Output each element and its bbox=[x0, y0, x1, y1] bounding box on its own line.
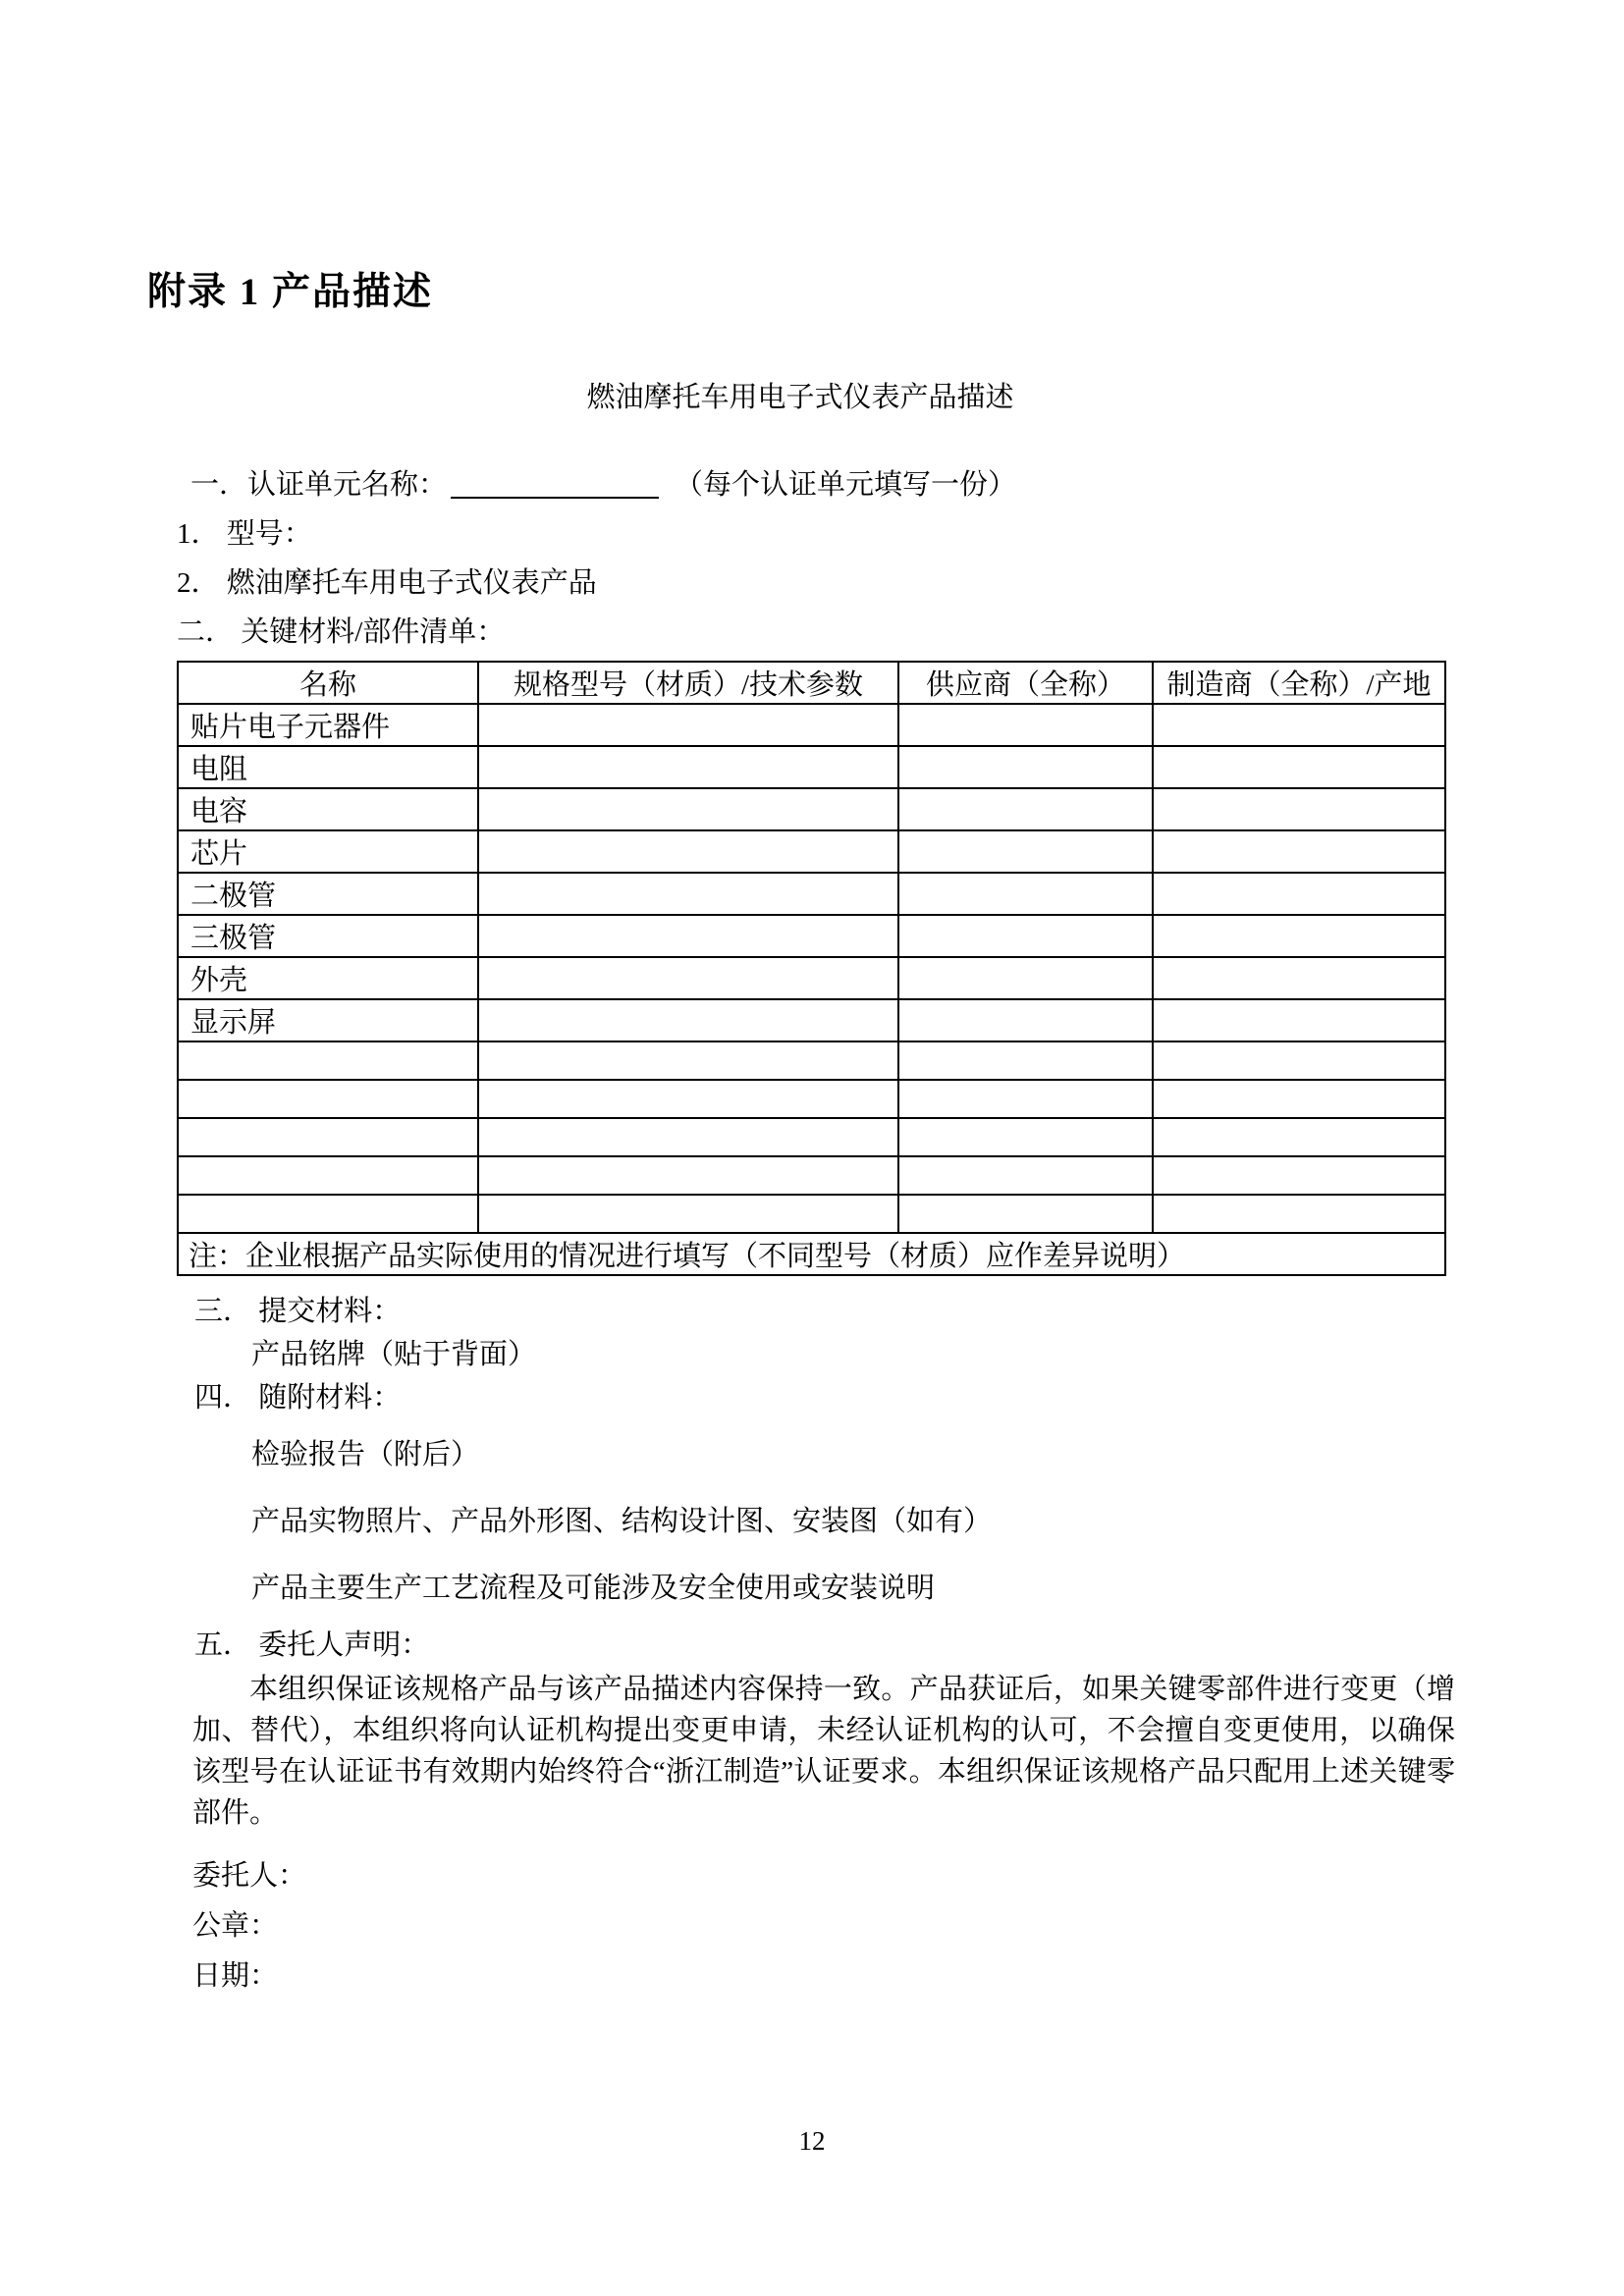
table-cell bbox=[178, 1118, 478, 1156]
table-cell bbox=[478, 873, 898, 915]
declaration-paragraph: 本组织保证该规格产品与该产品描述内容保持一致。产品获证后，如果关键零部件进行变更（增加、替代），本组织将向认证机构提出变更申请，未经认证机构的认可，不会擅自变更使用，以确保该型号在认证证书有效期内始终符合“浙江制造”认证要求。本组织保证该规格产品只配用上述关键零部件。 bbox=[192, 1674, 1455, 1829]
table-cell bbox=[1153, 999, 1445, 1041]
table-cell bbox=[898, 873, 1153, 915]
table-cell: 二极管 bbox=[178, 873, 478, 915]
page-content bbox=[147, 0, 1453, 2002]
table-cell bbox=[1153, 1195, 1445, 1233]
table-cell: 三极管 bbox=[178, 915, 478, 957]
table-cell bbox=[898, 999, 1153, 1041]
table-note: 注：企业根据产品实际使用的情况进行填写（不同型号（材质）应作差异说明） bbox=[178, 1233, 1445, 1275]
table-row bbox=[178, 1156, 1445, 1195]
table-header-row bbox=[178, 662, 1445, 704]
list-item-product: 2． 燃油摩托车用电子式仪表产品 bbox=[177, 567, 597, 599]
signature-block bbox=[147, 1851, 1453, 2002]
col-header-manufacturer: 制造商（全称）/产地 bbox=[1153, 662, 1445, 704]
signer-label: 委托人： bbox=[192, 1860, 307, 1892]
table-row bbox=[178, 746, 1445, 788]
table-cell bbox=[1153, 830, 1445, 873]
table-cell bbox=[898, 1118, 1153, 1156]
table-cell bbox=[1153, 957, 1445, 999]
lower-sections bbox=[147, 1290, 1453, 2002]
key-materials-table bbox=[177, 661, 1446, 1276]
page-number: 12 bbox=[798, 2126, 826, 2156]
col-header-name: 名称 bbox=[178, 662, 478, 704]
item-label: 认证单元名称： bbox=[247, 469, 448, 501]
table-note-row bbox=[178, 1233, 1445, 1275]
table-cell bbox=[898, 1080, 1153, 1118]
table-cell bbox=[478, 788, 898, 830]
table-cell bbox=[478, 1118, 898, 1156]
list-item-key-materials: 二． 关键材料/部件清单： bbox=[177, 616, 506, 648]
table-row bbox=[178, 873, 1445, 915]
table-cell: 电容 bbox=[178, 788, 478, 830]
accompanying-item-inspection-report: 检验报告（附后） bbox=[251, 1439, 480, 1470]
table-cell bbox=[478, 1195, 898, 1233]
table-cell bbox=[1153, 788, 1445, 830]
table-cell bbox=[478, 704, 898, 746]
table-cell bbox=[478, 1041, 898, 1080]
section-declaration-heading: 五． 委托人声明： bbox=[194, 1629, 430, 1661]
table-cell bbox=[1153, 704, 1445, 746]
seal-label: 公章： bbox=[192, 1910, 279, 1942]
table-cell bbox=[178, 1080, 478, 1118]
list-item-model: 1． 型号： bbox=[177, 518, 312, 550]
table-cell bbox=[178, 1156, 478, 1195]
table-cell: 芯片 bbox=[178, 830, 478, 873]
table-cell: 电阻 bbox=[178, 746, 478, 788]
table-cell bbox=[478, 999, 898, 1041]
table-row bbox=[178, 1041, 1445, 1080]
table-cell bbox=[478, 746, 898, 788]
date-label: 日期： bbox=[192, 1960, 279, 1992]
table-cell bbox=[1153, 1118, 1445, 1156]
table-cell bbox=[478, 915, 898, 957]
table-row bbox=[178, 788, 1445, 830]
table-row bbox=[178, 957, 1445, 999]
table-cell bbox=[898, 1195, 1153, 1233]
col-header-supplier: 供应商（全称） bbox=[898, 662, 1153, 704]
section-submitted-materials-item: 产品铭牌（贴于背面） bbox=[251, 1339, 537, 1370]
unit-name-blank bbox=[451, 469, 659, 499]
table-cell bbox=[898, 746, 1153, 788]
table-cell bbox=[898, 704, 1153, 746]
table-cell: 外壳 bbox=[178, 957, 478, 999]
table-row bbox=[178, 1080, 1445, 1118]
table-cell bbox=[178, 1041, 478, 1080]
table-row bbox=[178, 830, 1445, 873]
table-cell bbox=[1153, 915, 1445, 957]
table-row bbox=[178, 915, 1445, 957]
table-cell bbox=[1153, 873, 1445, 915]
table-cell bbox=[898, 1041, 1153, 1080]
table-row bbox=[178, 1118, 1445, 1156]
table-row bbox=[178, 704, 1445, 746]
col-header-spec: 规格型号（材质）/技术参数 bbox=[478, 662, 898, 704]
table-cell bbox=[898, 957, 1153, 999]
table-cell bbox=[898, 915, 1153, 957]
table-cell bbox=[1153, 1156, 1445, 1195]
table-cell bbox=[1153, 1041, 1445, 1080]
product-description-subtitle: 燃油摩托车用电子式仪表产品描述 bbox=[586, 382, 1014, 413]
table-cell bbox=[1153, 746, 1445, 788]
table-cell bbox=[898, 788, 1153, 830]
table-cell bbox=[898, 1156, 1153, 1195]
table-cell: 显示屏 bbox=[178, 999, 478, 1041]
item-number: 一． bbox=[190, 469, 248, 501]
list-item-certification-unit bbox=[190, 460, 1453, 509]
table-cell bbox=[898, 830, 1153, 873]
accompanying-item-photos-drawings: 产品实物照片、产品外形图、结构设计图、安装图（如有） bbox=[251, 1506, 993, 1537]
page-title: 附录 1 产品描述 bbox=[147, 271, 434, 313]
accompanying-item-process-safety: 产品主要生产工艺流程及可能涉及安全使用或安装说明 bbox=[251, 1573, 936, 1604]
section-accompanying-materials: 四． 随附材料： bbox=[194, 1382, 402, 1414]
table-cell bbox=[178, 1195, 478, 1233]
table-cell bbox=[478, 1156, 898, 1195]
section-submitted-materials: 三． 提交材料： bbox=[194, 1296, 402, 1327]
top-list bbox=[147, 460, 1453, 657]
item-suffix: （每个认证单元填写一份） bbox=[675, 469, 1017, 501]
table-row bbox=[178, 1195, 1445, 1233]
table-cell bbox=[478, 830, 898, 873]
table-cell bbox=[478, 957, 898, 999]
table-row bbox=[178, 999, 1445, 1041]
table-cell bbox=[478, 1080, 898, 1118]
table-cell bbox=[1153, 1080, 1445, 1118]
table-cell: 贴片电子元器件 bbox=[178, 704, 478, 746]
